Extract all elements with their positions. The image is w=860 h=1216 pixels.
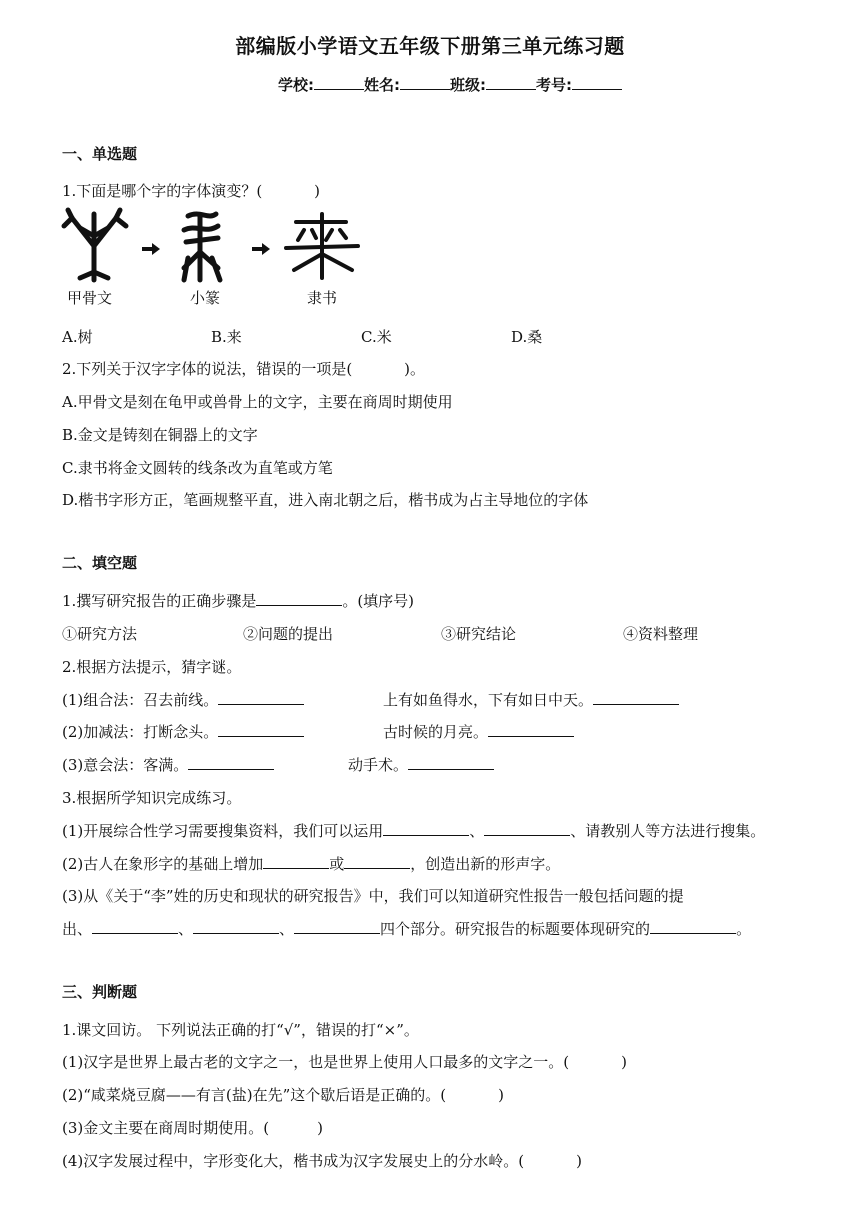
school-label: 学校: — [278, 76, 314, 94]
riddle-row-3a — [62, 754, 274, 775]
fill-blank[interactable] — [263, 854, 329, 869]
option-a[interactable]: A.树 — [62, 328, 93, 346]
judge-item-2 — [62, 1084, 504, 1105]
option-d[interactable]: D.桑 — [511, 328, 543, 346]
judge-item-3 — [62, 1117, 323, 1138]
option-b[interactable]: B.金文是铸刻在铜器上的文字 — [62, 426, 258, 444]
riddle-row-2b — [383, 721, 574, 742]
sentence-text: 、 — [178, 920, 194, 938]
option-c[interactable]: C.米 — [361, 328, 392, 346]
judge-item-1 — [62, 1051, 627, 1072]
school-blank[interactable] — [314, 75, 364, 90]
riddle-text: (1)组合法：召去前线。 — [62, 691, 219, 709]
fill-blank[interactable] — [650, 919, 736, 934]
fill-blank[interactable] — [488, 722, 574, 737]
judge-close: ) — [621, 1053, 627, 1071]
riddle-row-1a — [62, 689, 304, 710]
fill-blank[interactable] — [188, 755, 274, 770]
judge-text: (4)汉字发展过程中，字形变化大，楷书成为汉字发展史上的分水岭。( — [62, 1152, 525, 1170]
question-prompt: 1.撰写研究报告的正确步骤是 — [62, 592, 257, 610]
exam-no-blank[interactable] — [572, 75, 622, 90]
riddle-text: 动手术。 — [348, 756, 409, 774]
fill-blank[interactable] — [484, 821, 570, 836]
question-2-1 — [62, 590, 414, 611]
sentence-text: 、 — [279, 920, 295, 938]
riddle-text: (2)加减法：打断念头。 — [62, 723, 219, 741]
riddle-row-2a — [62, 721, 304, 742]
judge-close: ) — [317, 1119, 323, 1137]
question-2-3-part-2 — [62, 853, 560, 874]
fill-blank[interactable] — [408, 755, 494, 770]
judge-text: (1)汉字是世界上最古老的文字之一，也是世界上使用人口最多的文字之一。( — [62, 1053, 570, 1071]
judge-close: ) — [498, 1086, 505, 1104]
step-option: ③研究结论 — [441, 625, 517, 643]
question-3-1: 1.课文回访。 下列说法正确的打“√”，错误的打“×”。 — [62, 1021, 419, 1039]
option-d[interactable]: D.楷书字形方正，笔画规整平直，进入南北朝之后，楷书成为占主导地位的字体 — [62, 491, 589, 509]
riddle-text: 上有如鱼得水，下有如日中天。 — [383, 691, 594, 709]
section-heading-true-false: 三、判断题 — [62, 983, 138, 1001]
name-label: 姓名: — [364, 76, 400, 94]
name-blank[interactable] — [400, 75, 450, 90]
step-option: ①研究方法 — [62, 625, 138, 643]
question-2-3-part-1 — [62, 820, 765, 841]
class-label: 班级: — [450, 76, 486, 94]
riddle-row-3b — [348, 754, 494, 775]
page-title: 部编版小学语文五年级下册第三单元练习题 — [235, 34, 625, 58]
student-info-line — [0, 74, 860, 95]
riddle-text: 古时候的月亮。 — [383, 723, 489, 741]
sentence-text: 。 — [736, 920, 752, 938]
fill-blank[interactable] — [383, 821, 469, 836]
sentence-text: 四个部分。研究报告的标题要体现研究的 — [380, 920, 651, 938]
riddle-text: (3)意会法：客满。 — [62, 756, 189, 774]
judge-text: (3)金文主要在商周时期使用。( — [62, 1119, 270, 1137]
question-2-2: 2.根据方法提示，猜字谜。 — [62, 658, 242, 676]
fill-blank[interactable] — [593, 690, 679, 705]
question-2-3-part-3: (3)从《关于“李”姓的历史和现状的研究报告》中，我们可以知道研究性报告一般包括问题的提 — [62, 887, 684, 905]
section-heading-fill-in: 二、填空题 — [62, 554, 138, 572]
section-heading-single-choice: 一、单选题 — [62, 145, 138, 163]
fill-blank[interactable] — [218, 722, 304, 737]
question-1-2 — [62, 358, 425, 379]
arrow-icon — [142, 243, 160, 255]
judge-item-4 — [62, 1150, 582, 1171]
fill-blank[interactable] — [92, 919, 178, 934]
oracle-bone-glyph — [64, 210, 126, 280]
question-prompt-end: )。 — [404, 360, 426, 378]
evolution-label-clerical: 隶书 — [307, 289, 338, 307]
sentence-text: ，创造出新的形声字。 — [410, 855, 561, 873]
class-blank[interactable] — [486, 75, 536, 90]
clerical-glyph — [286, 214, 358, 278]
sentence-text: 、 — [469, 822, 485, 840]
fill-blank[interactable] — [256, 591, 342, 606]
small-seal-glyph — [184, 214, 220, 280]
exam-no-label: 考号: — [536, 76, 572, 94]
fill-blank[interactable] — [218, 690, 304, 705]
question-1-1 — [62, 180, 320, 201]
judge-close: ) — [576, 1152, 582, 1170]
option-a[interactable]: A.甲骨文是刻在龟甲或兽骨上的文字，主要在商周时期使用 — [62, 393, 453, 411]
fill-blank[interactable] — [193, 919, 279, 934]
question-2-3: 3.根据所学知识完成练习。 — [62, 789, 242, 807]
step-option: ②问题的提出 — [243, 625, 334, 643]
step-option: ④资料整理 — [623, 625, 699, 643]
question-prompt-end: 。(填序号) — [342, 592, 415, 610]
arrow-icon — [252, 243, 270, 255]
sentence-text: 出、 — [62, 920, 93, 938]
riddle-row-1b — [383, 689, 679, 710]
option-c[interactable]: C.隶书将金文圆转的线条改为直笔或方笔 — [62, 459, 333, 477]
sentence-text: (1)开展综合性学习需要搜集资料，我们可以运用 — [62, 822, 384, 840]
option-b[interactable]: B.来 — [211, 328, 242, 346]
fill-blank[interactable] — [344, 854, 410, 869]
evolution-label-seal: 小篆 — [190, 289, 221, 307]
judge-text: (2)“咸菜烧豆腐——有言(盐)在先”这个歇后语是正确的。( — [62, 1086, 447, 1104]
sentence-text: 或 — [329, 855, 345, 873]
question-prompt: 1.下面是哪个字的字体演变？( — [62, 182, 263, 200]
question-prompt-end: ) — [314, 182, 321, 200]
sentence-text: 、请教别人等方法进行搜集。 — [570, 822, 766, 840]
evolution-label-oracle: 甲骨文 — [67, 289, 113, 307]
sentence-text: (2)古人在象形字的基础上增加 — [62, 855, 264, 873]
question-prompt: 2.下列关于汉字字体的说法，错误的一项是( — [62, 360, 353, 378]
question-2-3-part-3-cont — [62, 918, 751, 939]
fill-blank[interactable] — [294, 919, 380, 934]
